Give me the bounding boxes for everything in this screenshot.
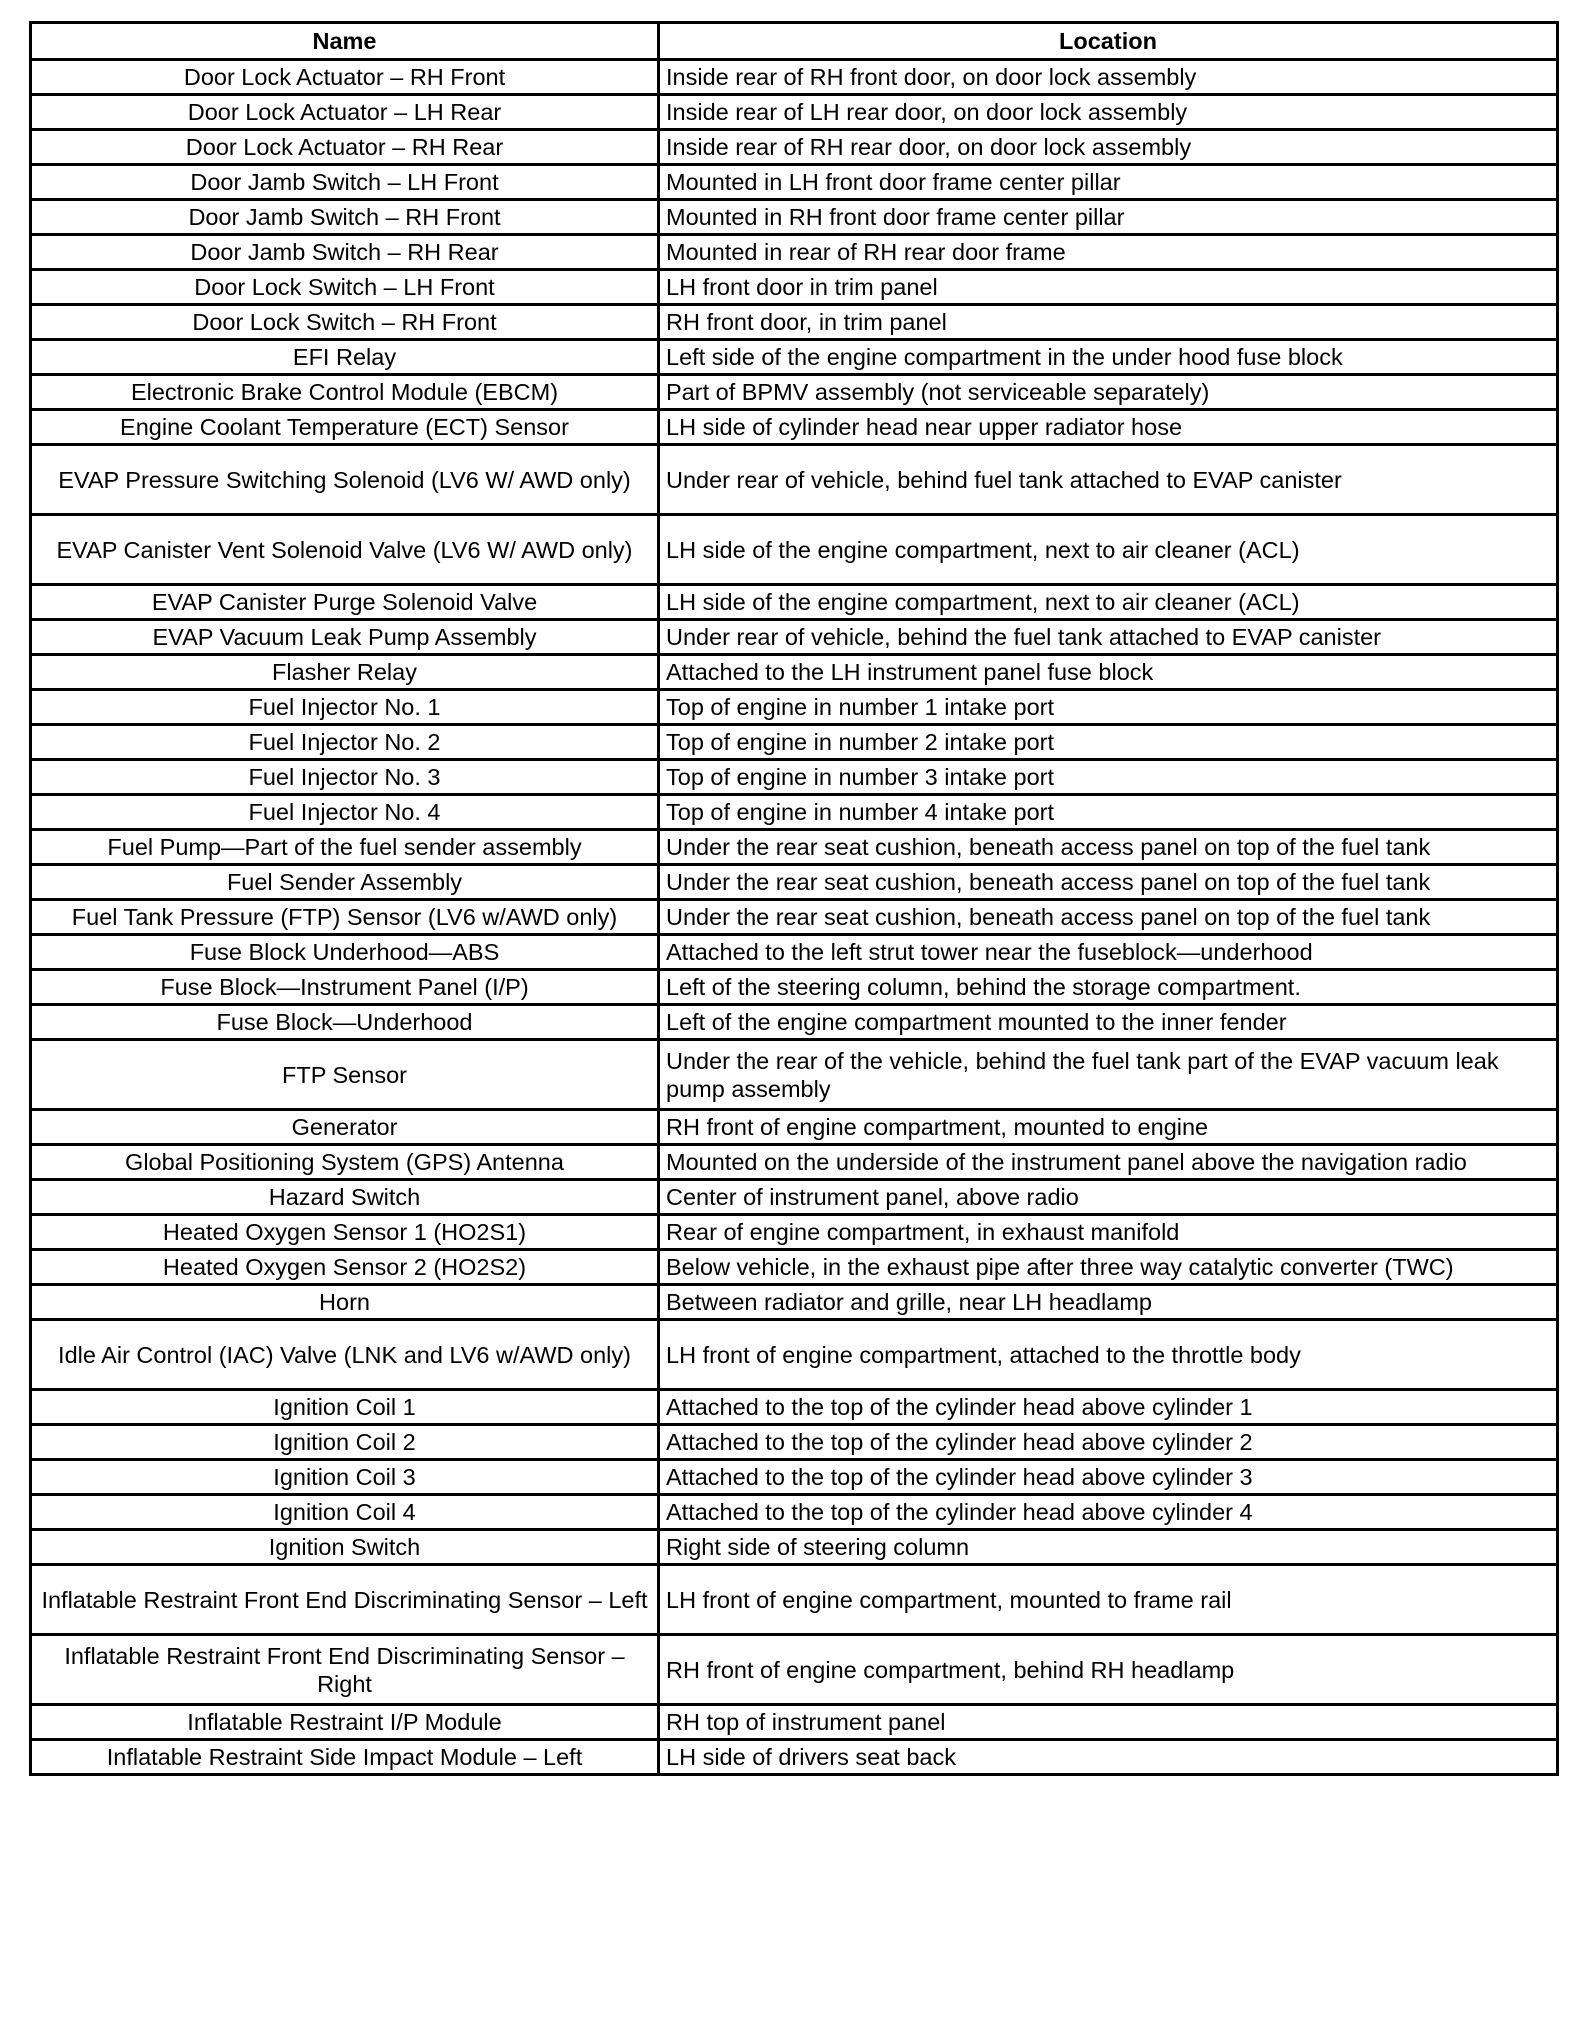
component-location-cell: Attached to the top of the cylinder head above cylinder 1	[659, 1390, 1558, 1425]
table-row	[31, 410, 1558, 445]
table-row	[31, 795, 1558, 830]
table-row	[31, 1005, 1558, 1040]
component-name-cell: Idle Air Control (IAC) Valve (LNK and LV6 w/AWD only)	[31, 1320, 659, 1390]
table-row	[31, 620, 1558, 655]
component-name-cell: Flasher Relay	[31, 655, 659, 690]
component-name-cell: Ignition Switch	[31, 1530, 659, 1565]
component-name-cell: Electronic Brake Control Module (EBCM)	[31, 375, 659, 410]
table-row	[31, 375, 1558, 410]
component-location-table	[29, 21, 1559, 1776]
component-name-cell: Door Lock Actuator – RH Front	[31, 60, 659, 95]
component-location-cell: RH front door, in trim panel	[659, 305, 1558, 340]
table-row	[31, 1390, 1558, 1425]
component-location-cell: Left of the engine compartment mounted to the inner fender	[659, 1005, 1558, 1040]
table-row	[31, 200, 1558, 235]
table-row	[31, 1285, 1558, 1320]
component-location-cell: LH side of cylinder head near upper radiator hose	[659, 410, 1558, 445]
table-row	[31, 1460, 1558, 1495]
component-location-cell: Mounted in rear of RH rear door frame	[659, 235, 1558, 270]
component-location-cell: Attached to the top of the cylinder head above cylinder 4	[659, 1495, 1558, 1530]
component-name-cell: Generator	[31, 1110, 659, 1145]
component-location-cell: Under rear of vehicle, behind the fuel tank attached to EVAP canister	[659, 620, 1558, 655]
component-location-cell: Mounted in RH front door frame center pillar	[659, 200, 1558, 235]
component-name-cell: Fuel Pump—Part of the fuel sender assembly	[31, 830, 659, 865]
component-name-cell: Ignition Coil 2	[31, 1425, 659, 1460]
component-location-cell: RH top of instrument panel	[659, 1705, 1558, 1740]
component-location-cell: Under the rear seat cushion, beneath access panel on top of the fuel tank	[659, 830, 1558, 865]
component-name-cell: Ignition Coil 4	[31, 1495, 659, 1530]
component-name-cell: Door Lock Switch – RH Front	[31, 305, 659, 340]
table-row	[31, 970, 1558, 1005]
component-name-cell: Horn	[31, 1285, 659, 1320]
table-row	[31, 690, 1558, 725]
component-name-cell: Heated Oxygen Sensor 1 (HO2S1)	[31, 1215, 659, 1250]
table-row	[31, 1145, 1558, 1180]
component-name-cell: Fuel Tank Pressure (FTP) Sensor (LV6 w/AWD only)	[31, 900, 659, 935]
component-location-cell: Left of the steering column, behind the storage compartment.	[659, 970, 1558, 1005]
component-location-cell: Between radiator and grille, near LH headlamp	[659, 1285, 1558, 1320]
component-location-cell: Right side of steering column	[659, 1530, 1558, 1565]
component-name-cell: Hazard Switch	[31, 1180, 659, 1215]
component-name-cell: Inflatable Restraint Front End Discriminating Sensor – Left	[31, 1565, 659, 1635]
component-name-cell: Fuse Block Underhood—ABS	[31, 935, 659, 970]
component-location-cell: LH side of the engine compartment, next to air cleaner (ACL)	[659, 515, 1558, 585]
component-location-cell: Under the rear seat cushion, beneath access panel on top of the fuel tank	[659, 865, 1558, 900]
table-row	[31, 1250, 1558, 1285]
component-location-cell: LH front of engine compartment, mounted to frame rail	[659, 1565, 1558, 1635]
component-location-cell: Attached to the LH instrument panel fuse block	[659, 655, 1558, 690]
component-name-cell: Heated Oxygen Sensor 2 (HO2S2)	[31, 1250, 659, 1285]
component-name-cell: Inflatable Restraint I/P Module	[31, 1705, 659, 1740]
column-header-location: Location	[659, 23, 1558, 60]
component-location-cell: Attached to the top of the cylinder head above cylinder 3	[659, 1460, 1558, 1495]
table-row	[31, 865, 1558, 900]
component-name-cell: Door Lock Actuator – RH Rear	[31, 130, 659, 165]
table-row	[31, 1320, 1558, 1390]
table-row	[31, 1040, 1558, 1110]
component-location-cell: Attached to the left strut tower near the fuseblock—underhood	[659, 935, 1558, 970]
table-row	[31, 340, 1558, 375]
component-location-cell: Center of instrument panel, above radio	[659, 1180, 1558, 1215]
component-name-cell: Door Lock Actuator – LH Rear	[31, 95, 659, 130]
component-location-cell: Top of engine in number 1 intake port	[659, 690, 1558, 725]
component-location-cell: Left side of the engine compartment in the under hood fuse block	[659, 340, 1558, 375]
component-location-cell: Below vehicle, in the exhaust pipe after three way catalytic converter (TWC)	[659, 1250, 1558, 1285]
component-location-cell: Top of engine in number 2 intake port	[659, 725, 1558, 760]
component-name-cell: Fuel Injector No. 2	[31, 725, 659, 760]
component-location-cell: Inside rear of LH rear door, on door lock assembly	[659, 95, 1558, 130]
component-name-cell: Global Positioning System (GPS) Antenna	[31, 1145, 659, 1180]
component-name-cell: Ignition Coil 1	[31, 1390, 659, 1425]
component-name-cell: EFI Relay	[31, 340, 659, 375]
table-row	[31, 1565, 1558, 1635]
component-location-cell: Mounted on the underside of the instrument panel above the navigation radio	[659, 1145, 1558, 1180]
table-row	[31, 1635, 1558, 1705]
component-location-cell: Under the rear seat cushion, beneath access panel on top of the fuel tank	[659, 900, 1558, 935]
component-name-cell: Engine Coolant Temperature (ECT) Sensor	[31, 410, 659, 445]
table-row	[31, 1215, 1558, 1250]
column-header-name: Name	[31, 23, 659, 60]
table-row	[31, 1425, 1558, 1460]
table-row	[31, 1705, 1558, 1740]
component-name-cell: EVAP Pressure Switching Solenoid (LV6 W/ AWD only)	[31, 445, 659, 515]
component-name-cell: Door Jamb Switch – RH Front	[31, 200, 659, 235]
component-name-cell: EVAP Canister Vent Solenoid Valve (LV6 W/ AWD only)	[31, 515, 659, 585]
table-row	[31, 235, 1558, 270]
table-row	[31, 725, 1558, 760]
component-location-cell: Part of BPMV assembly (not serviceable separately)	[659, 375, 1558, 410]
table-row	[31, 165, 1558, 200]
table-row	[31, 655, 1558, 690]
component-name-cell: Fuse Block—Instrument Panel (I/P)	[31, 970, 659, 1005]
component-location-cell: Inside rear of RH rear door, on door lock assembly	[659, 130, 1558, 165]
table-body	[31, 60, 1558, 1775]
component-location-cell: LH front of engine compartment, attached to the throttle body	[659, 1320, 1558, 1390]
table-row	[31, 60, 1558, 95]
table-row	[31, 1495, 1558, 1530]
component-name-cell: Ignition Coil 3	[31, 1460, 659, 1495]
component-name-cell: Inflatable Restraint Side Impact Module – Left	[31, 1740, 659, 1775]
table-row	[31, 95, 1558, 130]
table-row	[31, 935, 1558, 970]
table-row	[31, 515, 1558, 585]
component-name-cell: Door Lock Switch – LH Front	[31, 270, 659, 305]
component-location-cell: Under rear of vehicle, behind fuel tank attached to EVAP canister	[659, 445, 1558, 515]
component-name-cell: Fuel Injector No. 3	[31, 760, 659, 795]
component-location-cell: Rear of engine compartment, in exhaust manifold	[659, 1215, 1558, 1250]
table-row	[31, 900, 1558, 935]
table-row	[31, 1530, 1558, 1565]
component-location-cell: Inside rear of RH front door, on door lock assembly	[659, 60, 1558, 95]
table-row	[31, 585, 1558, 620]
component-location-cell: LH side of drivers seat back	[659, 1740, 1558, 1775]
component-name-cell: Fuel Injector No. 4	[31, 795, 659, 830]
component-name-cell: Fuse Block—Underhood	[31, 1005, 659, 1040]
component-location-cell: RH front of engine compartment, mounted to engine	[659, 1110, 1558, 1145]
table-row	[31, 830, 1558, 865]
table-row	[31, 1180, 1558, 1215]
table-header-row	[31, 23, 1558, 60]
component-name-cell: Fuel Injector No. 1	[31, 690, 659, 725]
component-location-cell: LH side of the engine compartment, next to air cleaner (ACL)	[659, 585, 1558, 620]
table-row	[31, 270, 1558, 305]
component-name-cell: Door Jamb Switch – LH Front	[31, 165, 659, 200]
component-name-cell: Door Jamb Switch – RH Rear	[31, 235, 659, 270]
table-row	[31, 1110, 1558, 1145]
component-location-cell: Top of engine in number 4 intake port	[659, 795, 1558, 830]
table-row	[31, 1740, 1558, 1775]
component-location-cell: Attached to the top of the cylinder head above cylinder 2	[659, 1425, 1558, 1460]
component-name-cell: EVAP Canister Purge Solenoid Valve	[31, 585, 659, 620]
component-name-cell: Inflatable Restraint Front End Discriminating Sensor – Right	[31, 1635, 659, 1705]
table-row	[31, 760, 1558, 795]
component-location-cell: Mounted in LH front door frame center pillar	[659, 165, 1558, 200]
table-row	[31, 305, 1558, 340]
component-location-cell: Under the rear of the vehicle, behind the fuel tank part of the EVAP vacuum leak pump assembly	[659, 1040, 1558, 1110]
component-location-cell: Top of engine in number 3 intake port	[659, 760, 1558, 795]
table-row	[31, 445, 1558, 515]
component-location-cell: RH front of engine compartment, behind RH headlamp	[659, 1635, 1558, 1705]
table-row	[31, 130, 1558, 165]
component-name-cell: Fuel Sender Assembly	[31, 865, 659, 900]
component-name-cell: EVAP Vacuum Leak Pump Assembly	[31, 620, 659, 655]
component-name-cell: FTP Sensor	[31, 1040, 659, 1110]
component-location-cell: LH front door in trim panel	[659, 270, 1558, 305]
